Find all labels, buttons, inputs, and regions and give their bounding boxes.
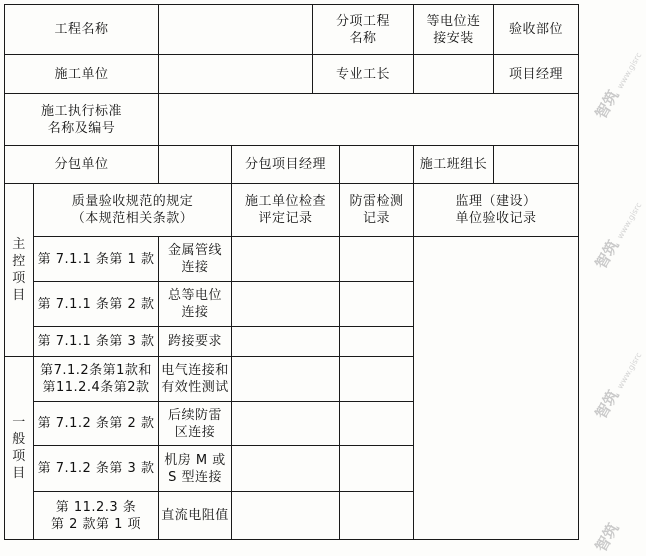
watermark-text: 智筑 bbox=[591, 520, 623, 555]
watermark-logo bbox=[590, 46, 646, 122]
main-item-row bbox=[5, 237, 579, 282]
professional-foreman-value[interactable] bbox=[414, 55, 494, 94]
subcontract-manager-label: 分包项目经理 bbox=[232, 146, 340, 184]
header-row-project bbox=[5, 5, 579, 55]
watermark-sub: www.gisrc bbox=[615, 50, 644, 91]
watermark-logo bbox=[590, 519, 623, 555]
general-item-name: 后续防雷 区连接 bbox=[159, 402, 232, 446]
team-leader-value[interactable] bbox=[494, 146, 579, 184]
header-row-construction bbox=[5, 55, 579, 94]
general-item-name: 电气连接和 有效性测试 bbox=[159, 357, 232, 402]
lightning-test-cell[interactable] bbox=[340, 357, 414, 402]
main-item-name: 跨接要求 bbox=[159, 327, 232, 357]
lightning-test-cell[interactable] bbox=[340, 237, 414, 282]
construction-check-cell[interactable] bbox=[232, 237, 340, 282]
supervision-column-header: 监理（建设） 单位验收记录 bbox=[414, 184, 579, 237]
general-item-clause: 第 11.2.3 条 第 2 款第 1 项 bbox=[34, 492, 159, 540]
column-header-row bbox=[5, 184, 579, 237]
subcontract-unit-value[interactable] bbox=[159, 146, 232, 184]
construction-check-column-header: 施工单位检查 评定记录 bbox=[232, 184, 340, 237]
watermark-text: 智筑 bbox=[591, 87, 623, 122]
spec-column-header: 质量验收规范的规定 （本规范相关条款） bbox=[34, 184, 232, 237]
watermark-sub: www.gisrc bbox=[615, 350, 644, 391]
watermark-logo bbox=[590, 196, 646, 272]
sub-project-name-value: 等电位连 接安装 bbox=[414, 5, 494, 55]
main-item-name: 金属管线 连接 bbox=[159, 237, 232, 282]
main-item-clause: 第 7.1.1 条第 1 款 bbox=[34, 237, 159, 282]
watermark-logo bbox=[590, 346, 646, 422]
acceptance-part-label: 验收部位 bbox=[494, 5, 579, 55]
execution-standard-value[interactable] bbox=[159, 94, 579, 146]
project-name-value[interactable] bbox=[159, 5, 313, 55]
lightning-test-cell[interactable] bbox=[340, 282, 414, 327]
lightning-test-cell[interactable] bbox=[340, 327, 414, 357]
construction-check-cell[interactable] bbox=[232, 327, 340, 357]
watermark-text: 智筑 bbox=[591, 237, 623, 272]
header-row-subcontract bbox=[5, 146, 579, 184]
professional-foreman-label: 专业工长 bbox=[313, 55, 414, 94]
project-name-label: 工程名称 bbox=[5, 5, 159, 55]
watermark-strip bbox=[584, 0, 644, 555]
lightning-test-cell[interactable] bbox=[340, 402, 414, 446]
construction-check-cell[interactable] bbox=[232, 282, 340, 327]
subcontract-manager-value[interactable] bbox=[340, 146, 414, 184]
construction-check-cell[interactable] bbox=[232, 357, 340, 402]
header-row-standard bbox=[5, 94, 579, 146]
construction-check-cell[interactable] bbox=[232, 492, 340, 540]
main-control-section-label: 主 控 项 目 bbox=[5, 184, 34, 357]
lightning-test-cell[interactable] bbox=[340, 492, 414, 540]
construction-unit-label: 施工单位 bbox=[5, 55, 159, 94]
team-leader-label: 施工班组长 bbox=[414, 146, 494, 184]
lightning-test-cell[interactable] bbox=[340, 446, 414, 492]
supervision-record-cell[interactable] bbox=[414, 237, 579, 540]
general-item-clause: 第 7.1.2 条第 3 款 bbox=[34, 446, 159, 492]
sub-project-name-label: 分项工程 名称 bbox=[313, 5, 414, 55]
lightning-test-column-header: 防雷检测 记录 bbox=[340, 184, 414, 237]
project-manager-label: 项目经理 bbox=[494, 55, 579, 94]
construction-unit-value[interactable] bbox=[159, 55, 313, 94]
construction-check-cell[interactable] bbox=[232, 402, 340, 446]
general-section-label: 一 般 项 目 bbox=[5, 357, 34, 540]
general-item-clause: 第 7.1.2 条第 2 款 bbox=[34, 402, 159, 446]
watermark-text: 智筑 bbox=[591, 387, 623, 422]
general-item-name: 直流电阻值 bbox=[159, 492, 232, 540]
main-item-clause: 第 7.1.1 条第 2 款 bbox=[34, 282, 159, 327]
general-item-name: 机房 M 或 S 型连接 bbox=[159, 446, 232, 492]
acceptance-form-table bbox=[4, 4, 579, 540]
main-item-clause: 第 7.1.1 条第 3 款 bbox=[34, 327, 159, 357]
main-item-name: 总等电位 连接 bbox=[159, 282, 232, 327]
watermark-sub: www.gisrc bbox=[615, 200, 644, 241]
general-item-clause: 第7.1.2条第1款和 第11.2.4条第2款 bbox=[34, 357, 159, 402]
execution-standard-label: 施工执行标准 名称及编号 bbox=[5, 94, 159, 146]
subcontract-unit-label: 分包单位 bbox=[5, 146, 159, 184]
construction-check-cell[interactable] bbox=[232, 446, 340, 492]
